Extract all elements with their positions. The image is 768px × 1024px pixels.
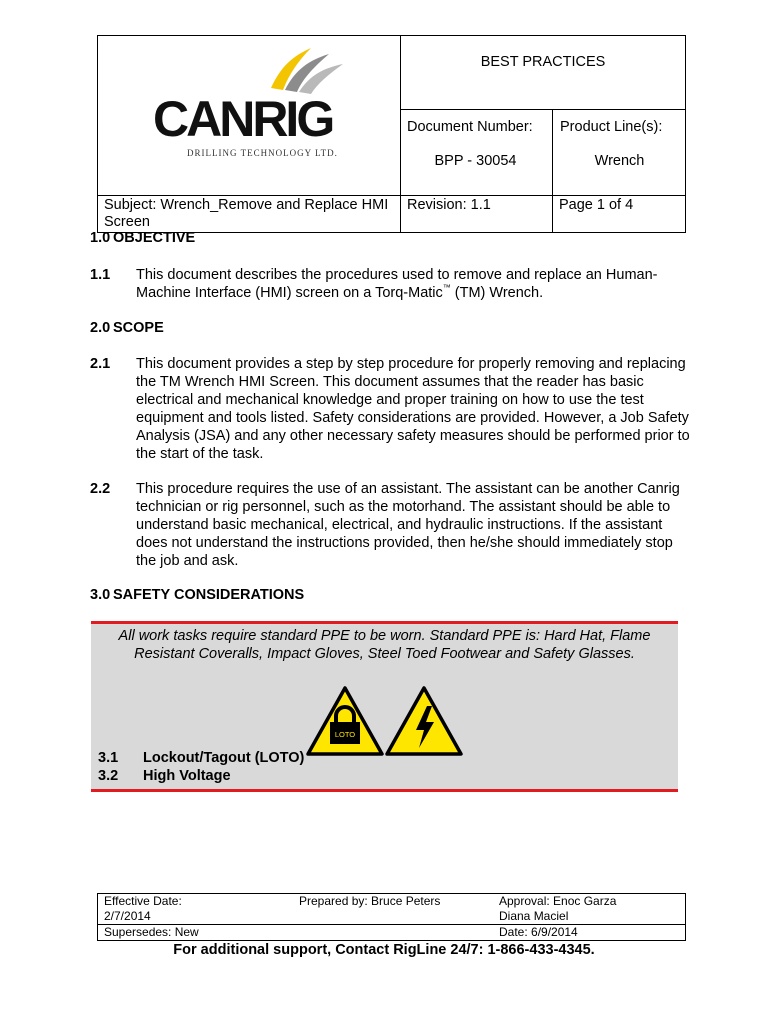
warning-icons <box>306 686 466 756</box>
loto-warning-icon <box>308 688 382 754</box>
prepared-by-cell: Prepared by: Bruce Peters <box>299 894 441 908</box>
revision-cell: Revision: 1.1 <box>401 196 553 233</box>
svg-text:CANRIG: CANRIG <box>153 91 333 147</box>
doc-number-cell <box>401 110 553 196</box>
date-cell: Date: 6/9/2014 <box>493 925 686 941</box>
logo-cell <box>98 36 401 196</box>
section-heading-objective: 1.0 OBJECTIVE <box>90 230 196 246</box>
ppe-notice: All work tasks require standard PPE to be worn. Standard PPE is: Hard Hat, Flame Resistant Coveralls, Impact Gloves, Steel Toed Footwear and Safety Glasses. <box>118 628 651 662</box>
subject-cell: Subject: Wrench_Remove and Replace HMI Screen <box>98 196 401 233</box>
support-contact: For additional support, Contact RigLine 24/7: 1-866-433-4345. <box>173 942 595 958</box>
trademark-symbol: ™ <box>442 283 451 292</box>
paragraph-number: 2.1 <box>90 356 111 372</box>
doc-type-cell: BEST PRACTICES <box>401 36 686 110</box>
product-line-label: Product Line(s): <box>560 119 663 135</box>
paragraph-2-2: 2.2 This procedure requires the use of an assistant. The assistant can be another Canrig technician or rig personnel, such as the motorhand. The assistant should be able to understand basic mechanical, electrical, and hydraulic instructions. If the assistant does not understand the instructions provided, then he/she should immediately stop the job and ask. <box>90 481 680 569</box>
paragraph-number: 1.1 <box>90 267 111 283</box>
svg-text:LOTO: LOTO <box>334 730 356 739</box>
safety-item-loto: 3.1 Lockout/Tagout (LOTO) <box>98 750 305 766</box>
high-voltage-icon <box>387 688 461 754</box>
approval-cell: Approval: Enoc Garza Diana Maciel <box>499 894 617 923</box>
section-heading-safety: 3.0 SAFETY CONSIDERATIONS <box>90 587 305 603</box>
svg-text:DRILLING TECHNOLOGY LTD.: DRILLING TECHNOLOGY LTD. <box>187 148 338 158</box>
document-footer-table <box>97 893 686 941</box>
canrig-logo <box>153 46 353 161</box>
page-number-cell: Page 1 of 4 <box>553 196 686 233</box>
effective-date-cell: Effective Date: 2/7/2014 <box>104 894 182 923</box>
document-header-table <box>97 35 686 233</box>
safety-box <box>91 621 678 792</box>
product-line-cell <box>553 110 686 196</box>
doc-number-label: Document Number: <box>407 119 533 135</box>
product-line-value: Wrench <box>594 153 645 169</box>
paragraph-2-1: 2.1 This document provides a step by step procedure for properly removing and replacing the TM Wrench HMI Screen. This document assumes that the reader has basic electrical and mechanical knowledge and proper training on how to use the test equipment and tools listed. Safety considerations are provided. However, a Job Safety Analysis (JSA) and any other necessary safety measures should be performed prior to the start of the task. <box>90 356 690 462</box>
paragraph-number: 2.2 <box>90 481 111 497</box>
supersedes-cell: Supersedes: New <box>98 925 294 941</box>
doc-number-value: BPP - 30054 <box>434 153 517 169</box>
section-heading-scope: 2.0 SCOPE <box>90 320 164 336</box>
paragraph-1-1: 1.1 This document describes the procedures used to remove and replace an Human-Machine Interface (HMI) screen on a Torq-Matic™ (TM) Wrench. <box>90 267 658 301</box>
safety-item-high-voltage: 3.2 High Voltage <box>98 768 231 784</box>
